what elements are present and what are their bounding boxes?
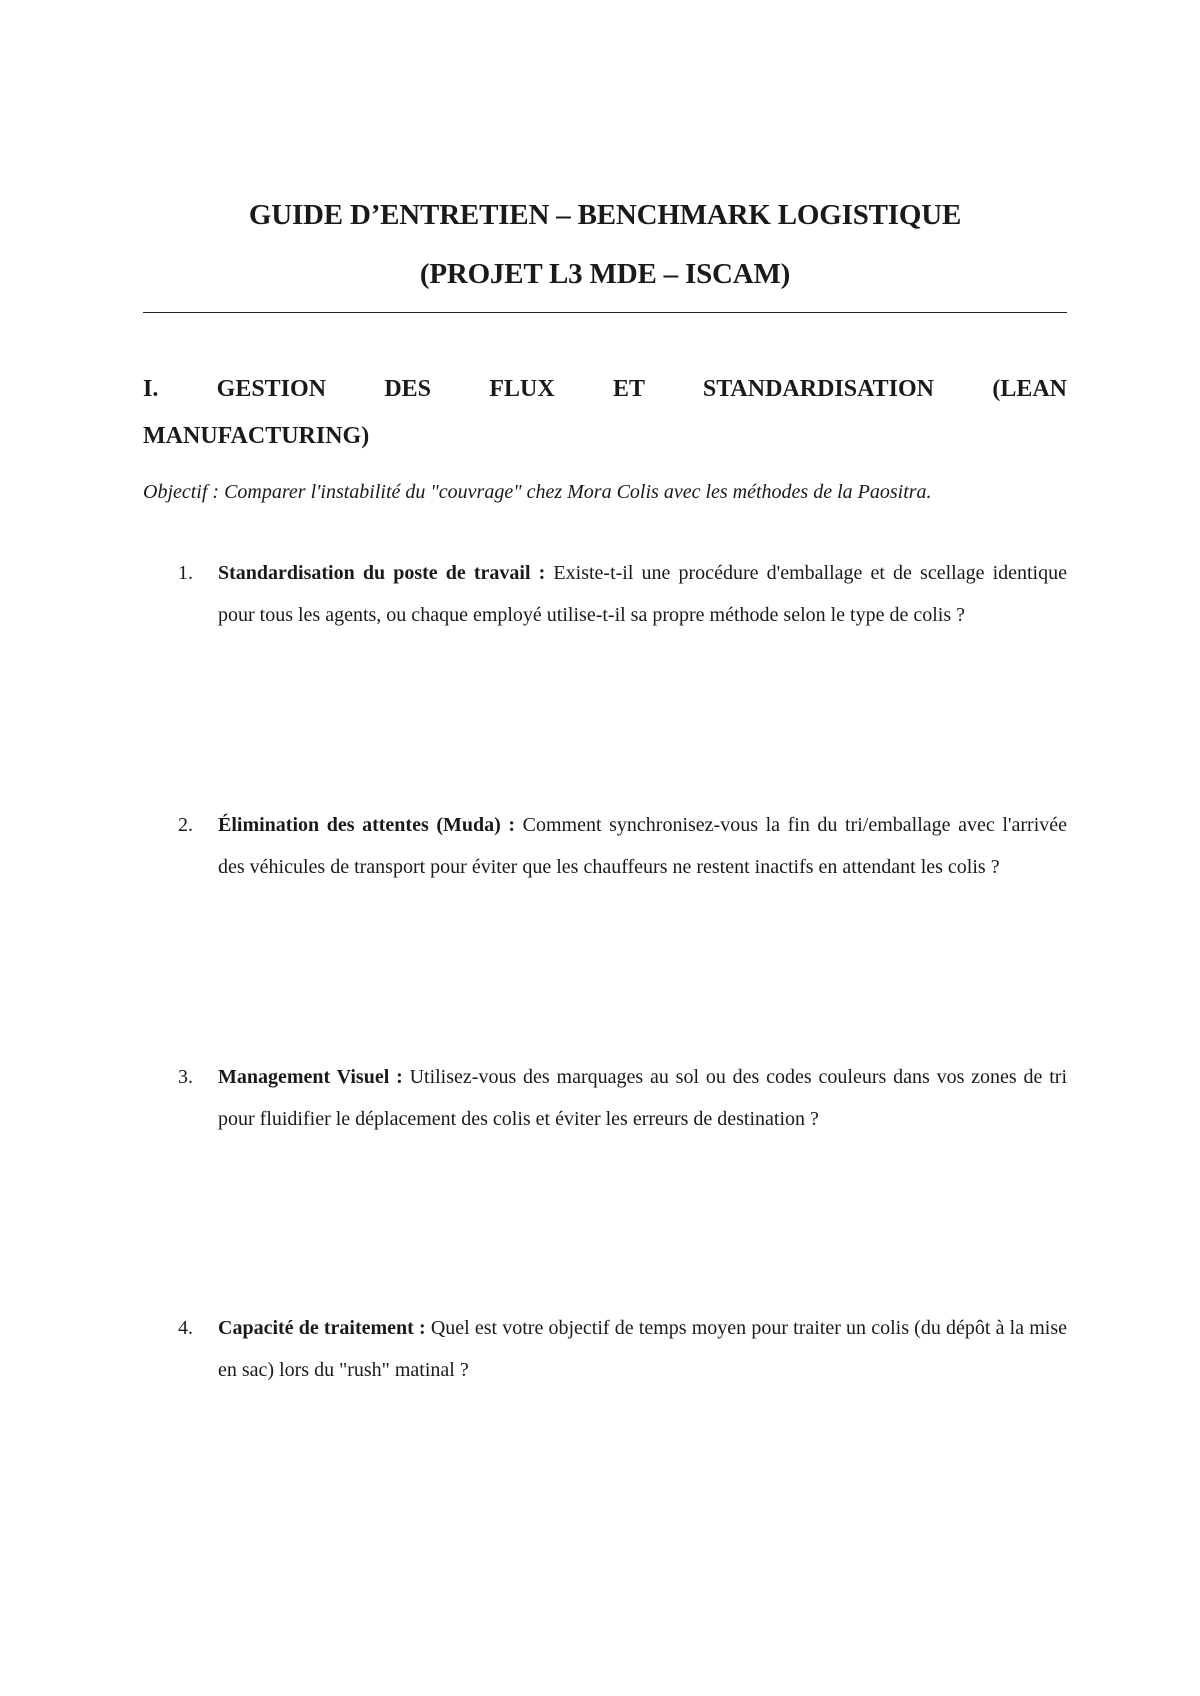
question-label: Capacité de traitement : — [218, 1317, 426, 1339]
document-title: GUIDE D’ENTRETIEN – BENCHMARK LOGISTIQUE — [248, 199, 962, 231]
question-label: Élimination des attentes (Muda) : — [218, 814, 516, 836]
question-text: Comment synchronisez-vous la fin du tri/emballage avec l'arrivée des véhicules de transport pour éviter que les chauffeurs ne restent inactifs en attendant les colis ? — [218, 814, 1067, 878]
section-heading — [143, 366, 1067, 460]
title-divider — [143, 312, 1067, 313]
question-number: 3. — [178, 1066, 193, 1088]
question-number: 1. — [178, 562, 193, 584]
question-body — [218, 1307, 1067, 1391]
question-body — [218, 552, 1067, 636]
question-label: Standardisation du poste de travail : — [218, 562, 546, 584]
document-subtitle: (PROJET L3 MDE – ISCAM) — [419, 258, 791, 290]
section-heading-line: I. GESTION DES FLUX ET STANDARDISATION (LEAN — [143, 376, 1067, 402]
section-heading-line: MANUFACTURING) — [143, 423, 370, 449]
question-body — [218, 804, 1067, 888]
question-number: 4. — [178, 1317, 193, 1339]
question-item — [143, 1307, 1067, 1391]
question-text: Existe-t-il une procédure d'emballage et de scellage identique pour tous les agents, ou chaque employé utilise-t-il sa propre méthode selon le type de colis ? — [218, 562, 1067, 626]
section-objective: Objectif : Comparer l'instabilité du "couvrage" chez Mora Colis avec les méthodes de la Paositra. — [143, 481, 932, 503]
question-text: Utilisez-vous des marquages au sol ou des codes couleurs dans vos zones de tri pour fluidifier le déplacement des colis et éviter les erreurs de destination ? — [218, 1066, 1068, 1130]
question-item — [143, 804, 1067, 888]
question-text: Quel est votre objectif de temps moyen pour traiter un colis (du dépôt à la mise en sac) lors du "rush" matinal ? — [218, 1317, 1067, 1381]
question-label: Management Visuel : — [218, 1066, 403, 1088]
question-item — [143, 1056, 1067, 1140]
question-item — [143, 552, 1067, 636]
question-body — [218, 1056, 1067, 1140]
question-number: 2. — [178, 814, 193, 836]
